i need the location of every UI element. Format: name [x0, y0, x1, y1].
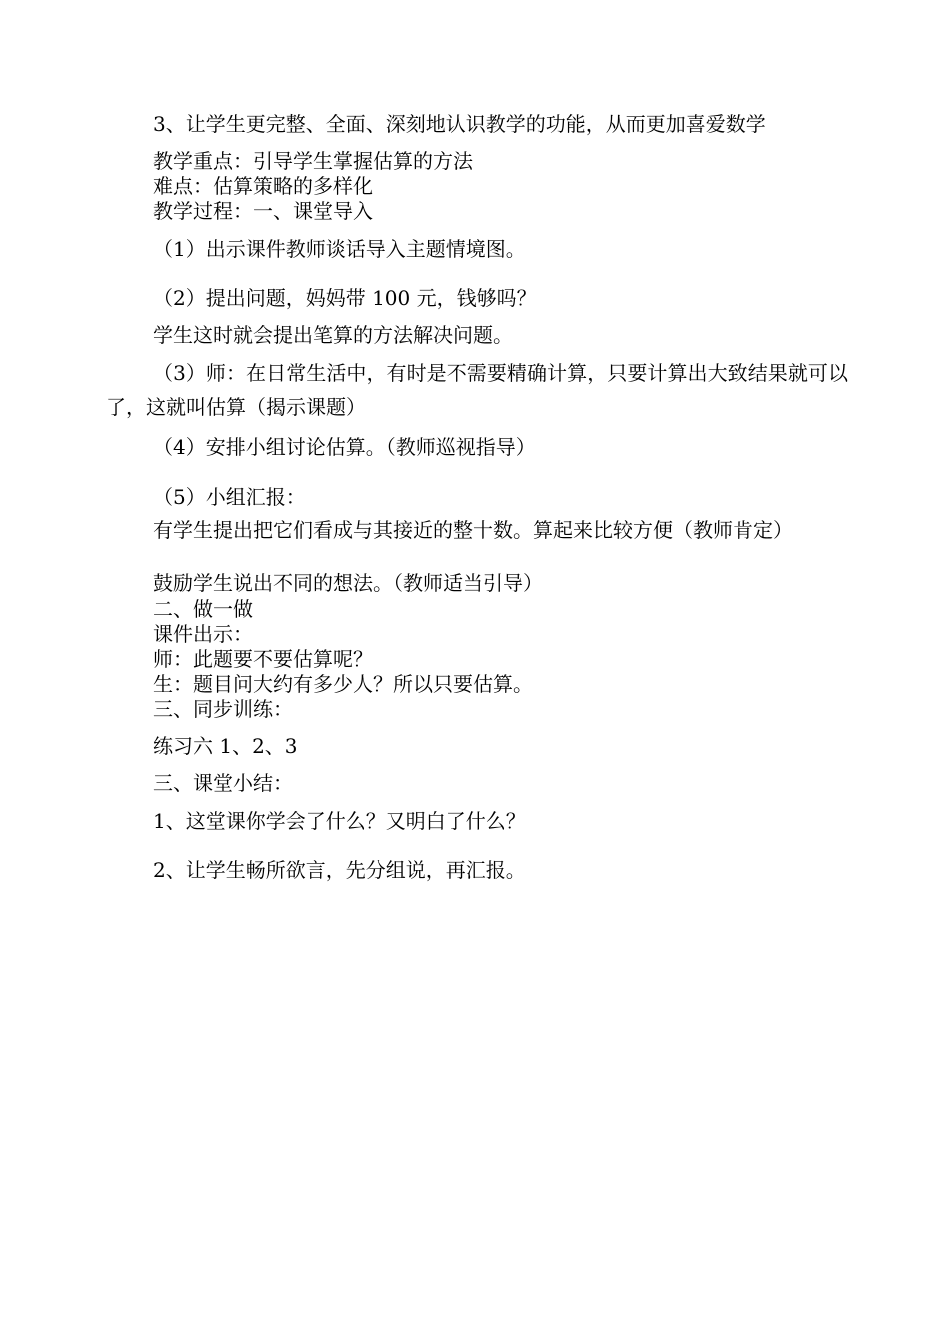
student-proposal: 有学生提出把它们看成与其接近的整十数。算起来比较方便（教师肯定）	[153, 518, 793, 542]
step-1: （1）出示课件教师谈话导入主题情境图。	[153, 237, 526, 261]
step-4: （4）安排小组讨论估算。（教师巡视指导）	[153, 435, 536, 459]
summary-2: 2、让学生畅所欲言，先分组说，再汇报。	[153, 858, 526, 882]
step-2: （2）提出问题，妈妈带 100 元，钱够吗？	[153, 286, 537, 310]
teaching-process-heading: 教学过程：一、课堂导入	[153, 199, 373, 223]
encourage-ideas: 鼓励学生说出不同的想法。（教师适当引导）	[153, 571, 543, 595]
step-5: （5）小组汇报：	[153, 485, 306, 509]
exercise-6: 练习六 1、2、3	[153, 734, 298, 758]
teaching-focus: 教学重点：引导学生掌握估算的方法	[153, 149, 473, 173]
summary-1: 1、这堂课你学会了什么？又明白了什么？	[153, 809, 526, 833]
courseware-display: 课件出示：	[153, 622, 253, 646]
student-response: 学生这时就会提出笔算的方法解决问题。	[153, 323, 513, 347]
section-3-summary-heading: 三、课堂小结：	[153, 771, 293, 795]
section-3-training-heading: 三、同步训练：	[153, 697, 293, 721]
teacher-question: 师：此题要不要估算呢？	[153, 647, 373, 671]
objective-3: 3、让学生更完整、全面、深刻地认识教学的功能，从而更加喜爱数学	[153, 112, 766, 136]
step-3: （3）师：在日常生活中，有时是不需要精确计算，只要计算出大致结果就可以了，这就叫估算（揭示课题）	[106, 361, 848, 419]
teaching-difficulty: 难点：估算策略的多样化	[153, 174, 373, 198]
section-2-heading: 二、做一做	[153, 597, 253, 621]
student-answer: 生：题目问大约有多少人？所以只要估算。	[153, 672, 533, 696]
